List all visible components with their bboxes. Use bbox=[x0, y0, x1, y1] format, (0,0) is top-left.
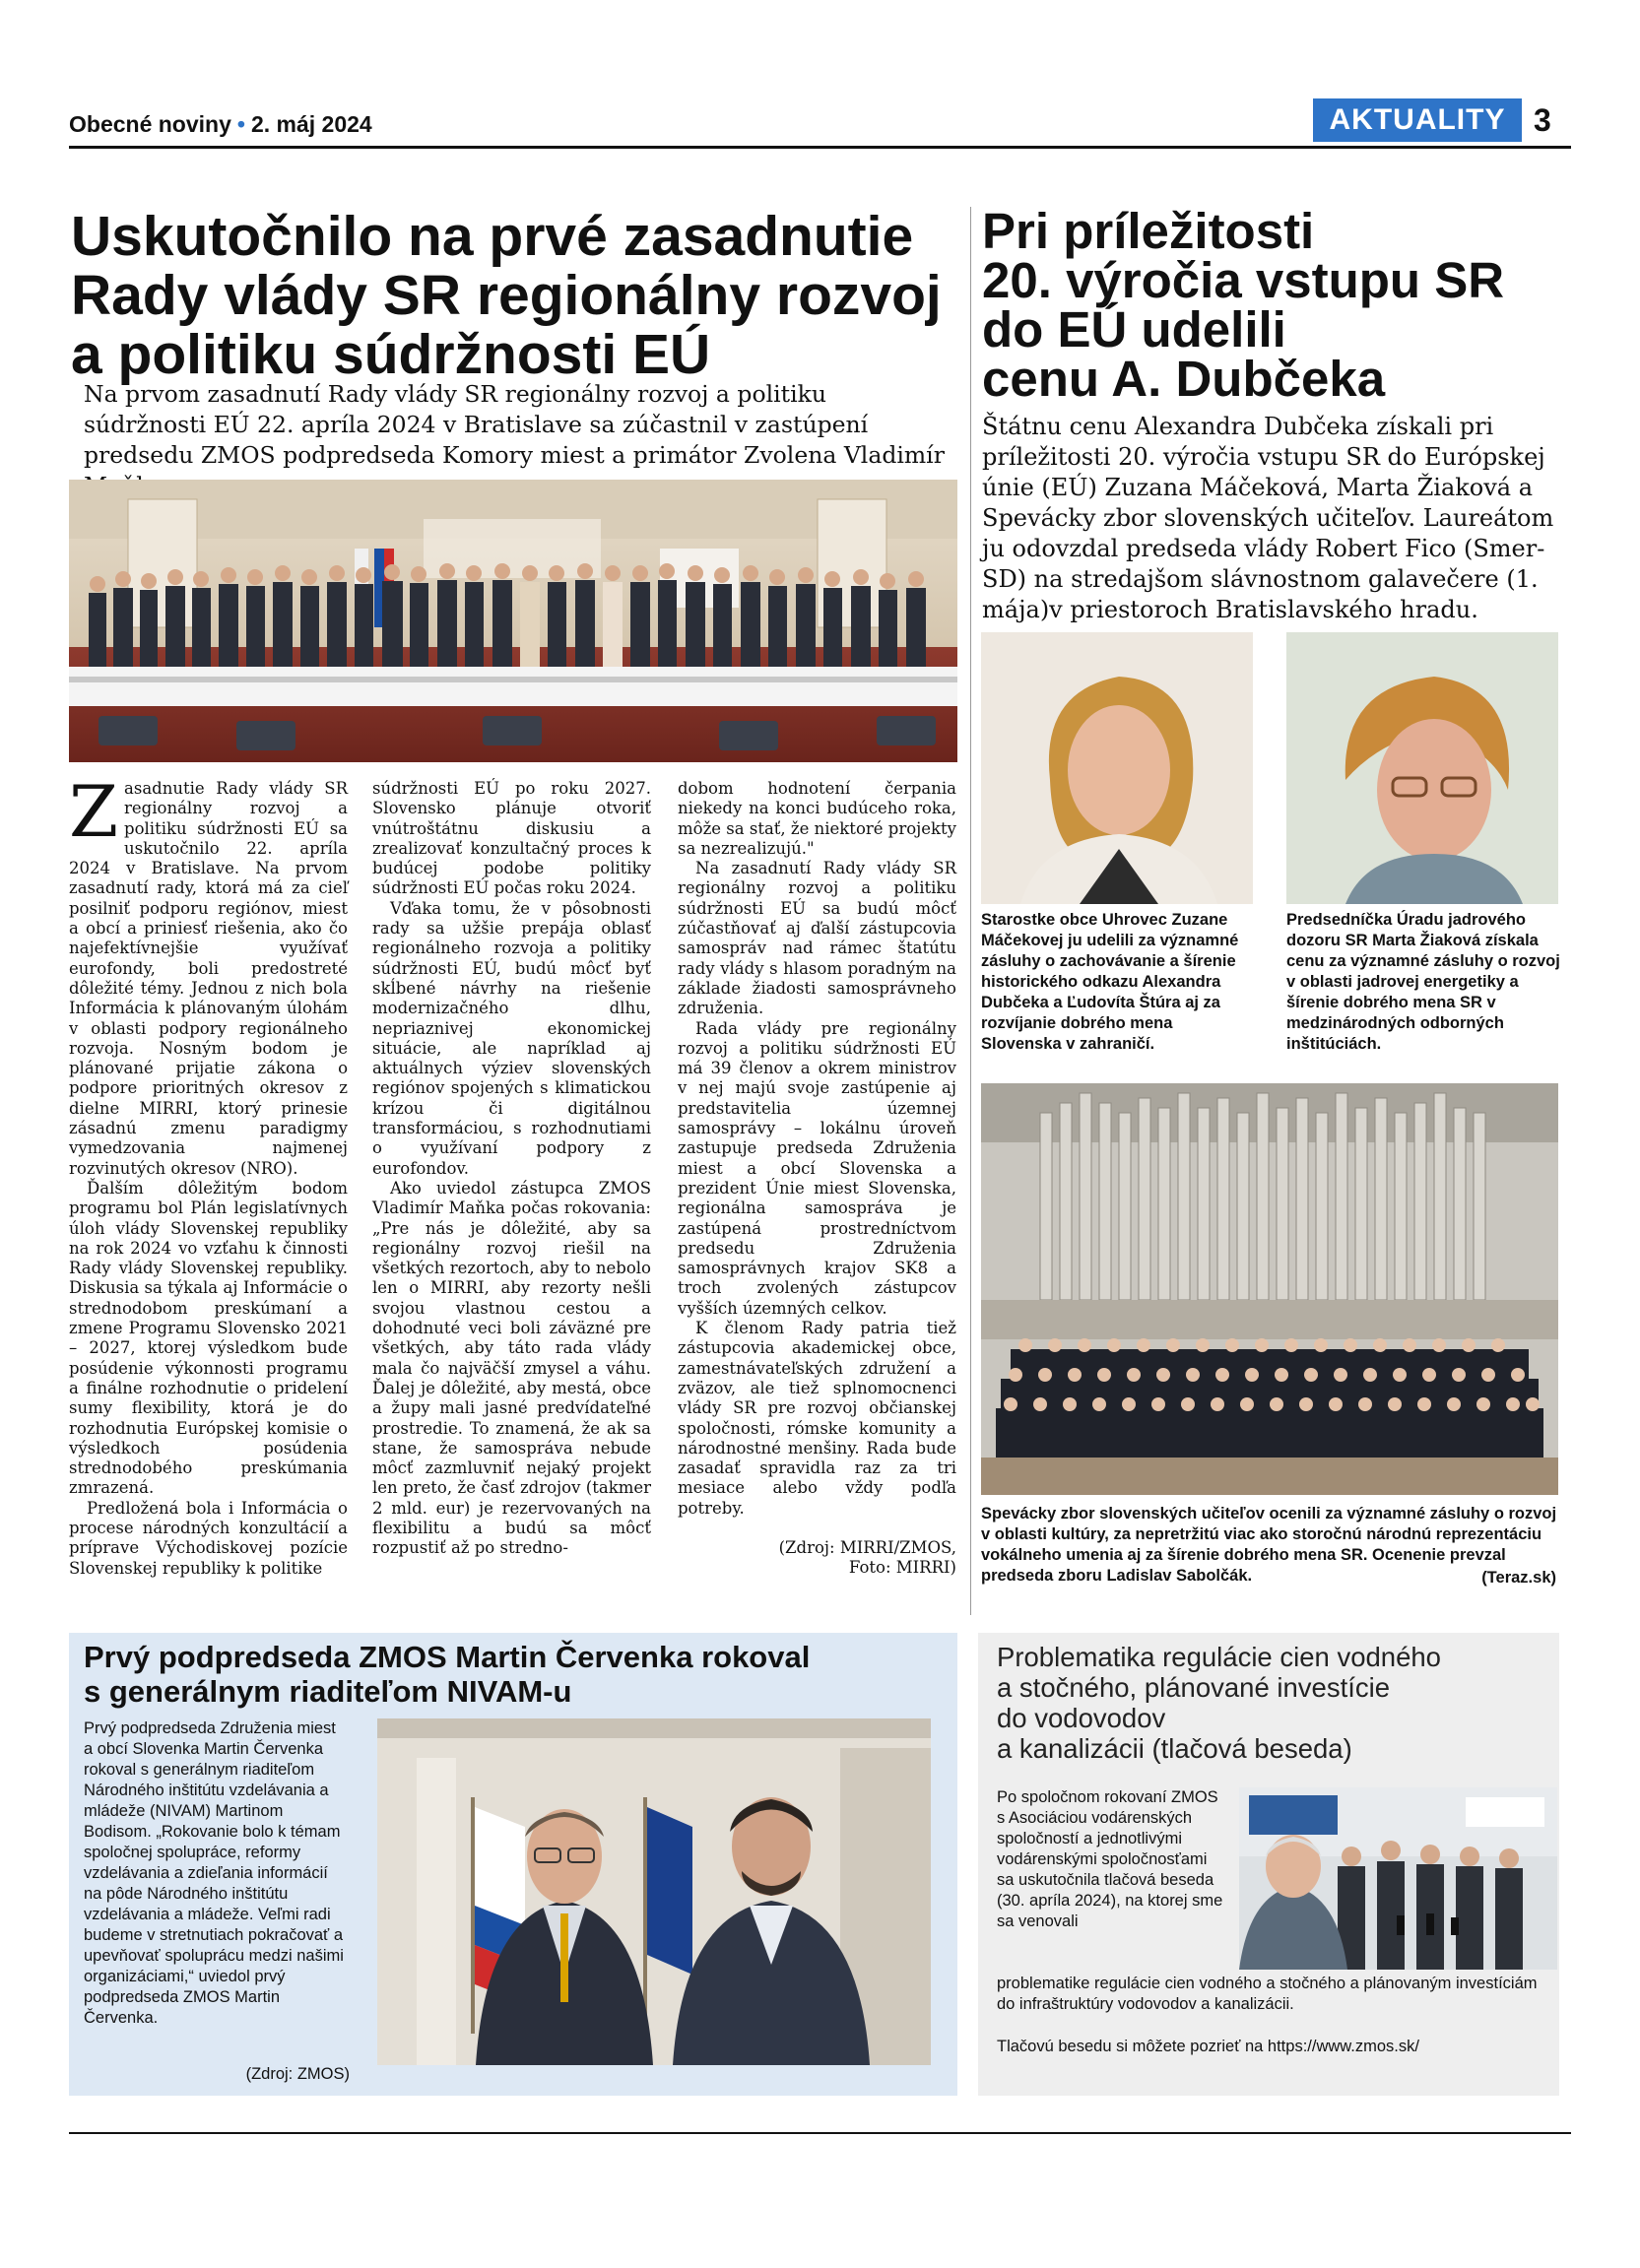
water-body-narrow: Po spoločnom rokovaní ZMOS s Asociáciou vodárenských spoločností a jednotlivými vodárenskými spoločnosťami sa uskutočnila tlačová beseda (30. apríla 2024), na ktorej sme sa venovali bbox=[997, 1788, 1223, 1930]
nivam-meeting-photo bbox=[377, 1718, 931, 2065]
side-headline-line: 20. výročia vstupu SR bbox=[982, 252, 1505, 308]
article-paragraph: dobom hodnotení čerpania niekedy na konci budúceho roka, môže sa stať, že niektoré projekty sa nezrealizujú." bbox=[678, 779, 956, 858]
header-rule bbox=[69, 146, 1571, 149]
side-headline-line: Pri príležitosti bbox=[982, 203, 1315, 259]
main-lead: Na prvom zasadnutí Rady vlády SR regionálny rozvoj a politiku súdržnosti EÚ 22. apríla 2024 v Bratislave sa zúčastnil v zastúpení predsedu ZMOS podpredseda Komory miest a primátor Zvolena Vladimír bbox=[84, 380, 945, 469]
article-paragraph: Ďalším dôležitým bodom programu bol Plán legislatívnych úloh vlády Slovenskej republiky na rok 2024 vo vzťahu k činnosti Rady vlády Slovenskej republiky. Diskusia sa týkala aj Informácie o strednodobom preskúmaní a zmene Programu Slovensko 2021 – 2027, ktorej výsledkom bude posúdenie výkonnosti programu a finálne rozhodnutie o pridelení sumy flexibility, ktorá je do rozhodnutia Európskej komisie o výsledkoch posúdenia strednodobého preskúmania zmrazená. bbox=[69, 1178, 348, 1498]
article-paragraph: asadnutie Rady vlády SR regionálny rozvoj a politiku súdržnosti EÚ sa uskutočnilo 22. apríla 2024 v Bratislave. Na prvom zasadnutí rady, ktorá má za cieľ posilniť podporu regiónov, miest a obcí a priniesť riešenia, ako čo najefektívnejšie využívať eurofondy, boli predostreté dôležité témy. Jednou z nich bola Informácia k plánovaným úlohám v oblasti podpory regionálneho rozvoja. Nosným bodom je plánované prijatie zákona o podpore prioritných okresov z dielne MIRRI, ktorý prinesie zásadnú zmenu paradigmy vymedzovania najmenej rozvinutých okresov (NRO). bbox=[69, 779, 348, 1178]
water-headline-line: a stočného, plánované investície bbox=[997, 1672, 1391, 1703]
choir-photo-svg bbox=[981, 1083, 1558, 1495]
council-group-photo bbox=[69, 480, 957, 762]
column-divider bbox=[970, 207, 971, 1615]
page-number: 3 bbox=[1534, 102, 1551, 138]
nivam-source: (Zdroj: ZMOS) bbox=[245, 2065, 350, 2083]
article-column-1 bbox=[69, 770, 348, 1579]
dropcap: Z bbox=[69, 770, 119, 853]
group-photo-svg bbox=[69, 480, 957, 762]
water-link-line[interactable]: Tlačovú besedu si môžete pozrieť na https://www.zmos.sk/ bbox=[997, 2038, 1419, 2055]
article-paragraph: Na zasadnutí Rady vlády SR regionálny rozvoj a politiku súdržnosti EÚ sa budú môcť zúčastňovať aj ďalší zástupcovia samospráv nad rámec štatútu rady vlády s hlasom poradným na základe žiadosti samosprávneho združenia. bbox=[678, 859, 956, 1018]
article-paragraph: Rada vlády pre regionálny rozvoj a politiku súdržnosti EÚ má 39 členov a okrem ministrov v nej majú svoje zastúpenie aj predstavitelia územnej samosprávy – lokálnu úroveň zastupuje predseda Združenia miest a obcí Slovenska a prezident Únie miest Slovenska, regionálna samospráva je zastúpená prostredníctvom predsedu Združenia samosprávnych krajov SK8 a troch zvolených zástupcov vyšších územných celkov. bbox=[678, 1018, 956, 1318]
article-paragraph: súdržnosti EÚ po roku 2027. Slovensko plánuje otvoriť vnútroštátnu diskusiu a zrealizovať konzultačný proces k budúcej podobe politiky súdržnosti EÚ počas roku 2024. bbox=[372, 779, 651, 898]
publication-name: Obecné noviny bbox=[69, 111, 231, 137]
article-paragraph: K členom Rady patria tiež zástupcovia akademickej obce, zamestnávateľských združení a zväzov, ale tiež splnomocnenci vlády SR pre rozvoj občianskej spoločnosti, rómske komunity a národnostné menšiny. Rada bude zasadať spravidla raz za tri mesiace alebo vždy podľa potreby. bbox=[678, 1319, 956, 1518]
main-headline-line: Uskutočnilo na prvé zasadnutie bbox=[71, 205, 914, 268]
article-paragraph: Predložená bola i Informácia o procese národných konzultácií a príprave Východiskovej pozície Slovenskej republiky k politike bbox=[69, 1498, 348, 1578]
side-headline-line: cenu A. Dubčeka bbox=[982, 351, 1386, 407]
side-lead: Štátnu cenu Alexandra Dubčeka získali pri príležitosti 20. výročia vstupu SR do Európskej únie (EÚ) Zuzana Máčeková, Marta Žiaková a Spevácky zbor slovenských učiteľov. Laureátom ju odovzdal predseda vlády Robert Fico (Smer-SD) na stredajšom slávnostnom galavečere (1. mája)v priestoroch Bratislavského hradu. bbox=[982, 413, 1554, 623]
article-column-3 bbox=[678, 779, 956, 1579]
section-label: AKTUALITY bbox=[1313, 98, 1522, 142]
water-body-wide: problematike regulácie cien vodného a stočného a plánovaným investíciám do infraštruktúry vodovodov a kanalizácii. bbox=[997, 1975, 1538, 2013]
portrait-svg bbox=[1286, 632, 1558, 904]
nivam-body: Prvý podpredseda Združenia miest a obcí Slovenka Martin Červenka rokoval s generálnym riaditeľom Národného inštitútu vzdelávania a mládeže (NIVAM) Martinom Bodisom. „Rokovanie bolo k témam spoločnej spolupráce, reformy vzdelávania a zdieľania informácií na pôde Národného inštitútu vzdelávania a mládeže. Veľmi radi budeme v stretnutiach pokračovať a upevňovať spoluprácu medzi našimi organizáciami,“ uviedol prvý podpredseda ZMOS Martin Červenka. bbox=[84, 1719, 344, 2027]
article-paragraph: Vďaka tomu, že v pôsobnosti rady sa užšie prepája oblasť regionálneho rozvoja a politiky súdržnosti EÚ, budú môcť byť skĺbené návrhy na riešenie modernizačného dlhu, nepriaznivej ekonomickej situácie, ale napríklad aj aktuálnych výziev slovenských regiónov spojených s klimatickou krízou či digitálnou transformáciou, s rozhodnutiami o využívaní podpory z eurofondov. bbox=[372, 898, 651, 1178]
separator-dot: • bbox=[236, 111, 245, 137]
nivam-headline bbox=[84, 1640, 951, 1709]
choir-photo bbox=[981, 1083, 1558, 1495]
water-headline-line: a kanalizácii (tlačová beseda) bbox=[997, 1733, 1352, 1764]
water-headline bbox=[997, 1642, 1548, 1764]
source-line: (Zdroj: MIRRI/ZMOS, bbox=[778, 1537, 956, 1557]
caption-right-portrait: Predsedníčka Úradu jadrového dozoru SR Marta Žiaková získala cenu za významné zásluhy o rozvoj v oblasti jadrovej energetiky a šírenie dobrého mena SR v medzinárodných odborných inštitúciách. bbox=[1286, 911, 1560, 1053]
article-column-2 bbox=[372, 779, 651, 1559]
masthead bbox=[69, 111, 372, 138]
side-headline bbox=[982, 203, 1553, 407]
portrait-zuzana-macekova bbox=[981, 632, 1253, 904]
press-conference-photo bbox=[1239, 1787, 1557, 1970]
side-source: (Teraz.sk) bbox=[1481, 1569, 1556, 1587]
main-headline bbox=[71, 207, 957, 384]
footer-rule bbox=[69, 2132, 1571, 2134]
nivam-headline-line: s generálnym riaditeľom NIVAM-u bbox=[84, 1674, 572, 1709]
main-headline-line: a politiku súdržnosti EÚ bbox=[71, 323, 711, 386]
water-headline-line: do vodovodov bbox=[997, 1703, 1166, 1733]
caption-left-portrait: Starostke obce Uhrovec Zuzane Máčekovej ju udelili za významné zásluhy o zachovávanie a šírenie historického odkazu Alexandra Dubčeka a Ľudovíta Štúra aj za rozvíjanie dobrého mena Slovenska v zahraničí. bbox=[981, 911, 1239, 1053]
main-headline-line: Rady vlády SR regionálny rozvoj bbox=[71, 264, 942, 327]
side-headline-line: do EÚ udelili bbox=[982, 301, 1286, 357]
issue-date: 2. máj 2024 bbox=[250, 111, 372, 137]
portrait-marta-ziakova bbox=[1286, 632, 1558, 904]
choir-caption: Spevácky zbor slovenských učiteľov ocenili za významné zásluhy o rozvoj v oblasti kultúry, za nepretržitú viac ako storočnú národnú reprezentáciu vokálneho umenia aj za šírenie dobrého mena SR. Ocenenie prevzal predseda zboru Ladislav Sabolčák. bbox=[981, 1505, 1557, 1585]
nivam-headline-line: Prvý podpredseda ZMOS Martin Červenka rokoval bbox=[84, 1640, 811, 1674]
portrait-svg bbox=[981, 632, 1253, 904]
press-photo-svg bbox=[1239, 1787, 1557, 1970]
source-line: Foto: MIRRI) bbox=[848, 1558, 956, 1578]
nivam-photo-svg bbox=[377, 1718, 931, 2065]
water-headline-line: Problematika regulácie cien vodného bbox=[997, 1642, 1441, 1672]
article-source bbox=[678, 1538, 956, 1579]
article-paragraph: Ako uviedol zástupca ZMOS Vladimír Maňka počas rokovania: „Pre nás je dôležité, aby sa regionálny rozvoj riešil na všetkých rezortoch, aby to nebolo len o MIRRI, aby rezorty nešli svojou vlastnou cestou a dohodnuté veci boli záväzné pre všetkých, aby táto rada vlády mala čo najväčší zmysel a váhu. Ďalej je dôležité, aby mestá, obce a župy mali jasné predvídateľné prostredie. To znamená, že ak sa stane, že samospráva nebude môcť zazmluvniť nejaký projekt len preto, že časť zdrojov (takmer 2 mld. eur) je rezervovaných na flexibilitu a budú sa môcť rozpustiť až po stredno- bbox=[372, 1178, 651, 1558]
